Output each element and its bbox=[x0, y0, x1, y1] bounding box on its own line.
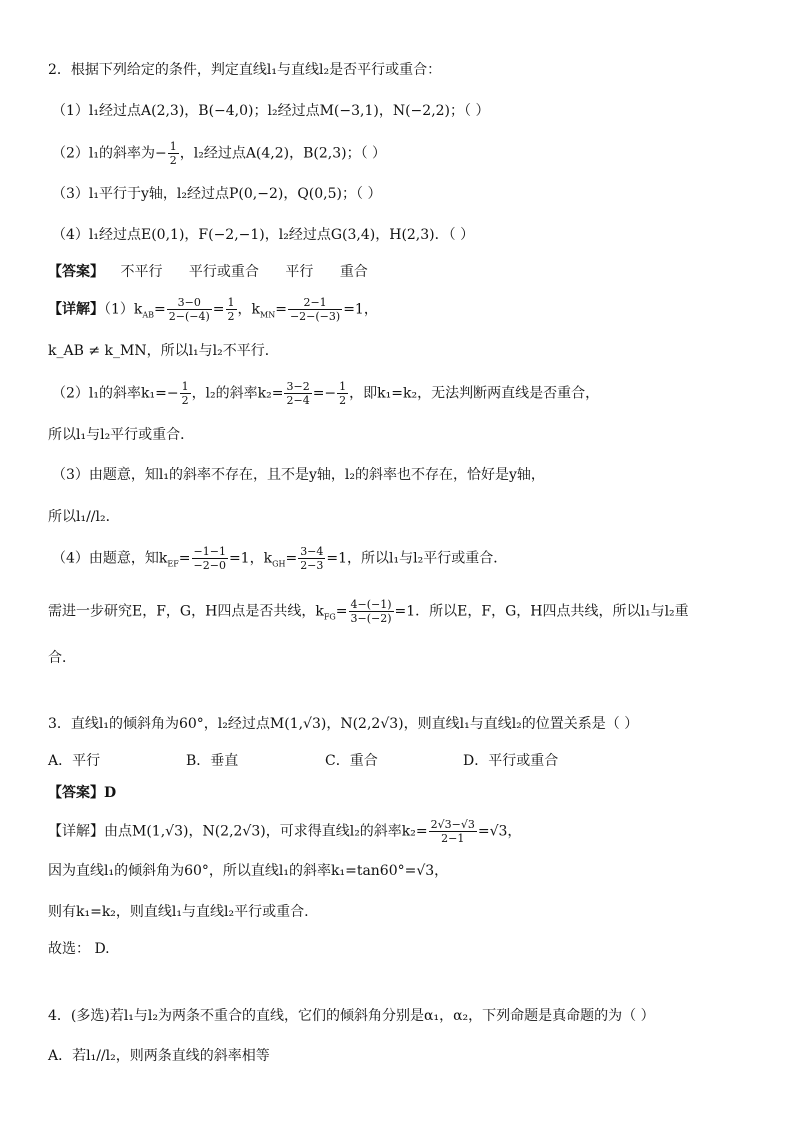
q2-detail-5 bbox=[48, 598, 689, 627]
q3-detail-fraction bbox=[429, 818, 477, 845]
frac-num: 1 bbox=[169, 140, 177, 153]
d5-sub: FG bbox=[323, 612, 336, 622]
q3-line2: 因为直线l₁的倾斜角为60°，所以直线l₁的斜率k₁=tan60°=√3， bbox=[48, 863, 449, 879]
d4-mid: =1，k bbox=[228, 550, 273, 567]
frac-den: 2−3 bbox=[300, 559, 324, 572]
frac-num: 1 bbox=[227, 296, 235, 309]
frac-den: −2−(−3) bbox=[289, 310, 341, 323]
q3-line3: 则有k₁=k₂，则直线l₁与直线l₂平行或重合. bbox=[48, 904, 309, 920]
frac-num: 1 bbox=[181, 380, 189, 393]
eq: = bbox=[178, 550, 191, 567]
frac-den: 2 bbox=[169, 154, 177, 167]
q3-option-c: C．重合 bbox=[325, 753, 378, 769]
frac-den: 2 bbox=[339, 394, 347, 407]
frac-num: 3−2 bbox=[286, 380, 310, 393]
frac-den: 3−(−2) bbox=[350, 612, 392, 625]
eq: = bbox=[154, 301, 166, 318]
frac-den: 2−(−4) bbox=[168, 310, 210, 323]
q2-item-1: （1）l₁经过点A(2,3)，B(−4,0)；l₂经过点M(−3,1)，N(−2,2)；（ ） bbox=[52, 103, 490, 119]
eq: = bbox=[335, 603, 348, 620]
frac-den: 2−4 bbox=[286, 394, 310, 407]
q2-item-2-pre: （2）l₁的斜率为− bbox=[52, 145, 167, 162]
d1-fraction-half bbox=[226, 296, 237, 323]
d1-sub1: AB bbox=[142, 310, 155, 320]
d4-fraction-1 bbox=[192, 545, 228, 572]
q2-detail-4 bbox=[52, 545, 507, 574]
d4-end: =1，所以l₁与l₂平行或重合． bbox=[326, 550, 508, 567]
frac-den: 2 bbox=[227, 310, 235, 323]
d5-fraction bbox=[349, 598, 394, 625]
d2-pre: （2）l₁的斜率k₁=− bbox=[52, 385, 179, 402]
d5-end: =1．所以E，F，G，H四点共线，所以l₁与l₂重 bbox=[394, 603, 689, 620]
d1-mid: = bbox=[212, 301, 225, 318]
frac-num: 2−1 bbox=[288, 296, 342, 310]
answer-2: 平行或重合 bbox=[188, 264, 259, 280]
d2-mid2: =− bbox=[312, 385, 337, 402]
q2-detail-2 bbox=[52, 380, 599, 407]
q2-detail-3: （3）由题意，知l₁的斜率不存在，且不是y轴，l₂的斜率也不存在，恰好是y轴， bbox=[52, 467, 545, 483]
d4-sub2: GH bbox=[272, 559, 286, 569]
eq: = bbox=[285, 550, 298, 567]
d4-fraction-2 bbox=[298, 545, 325, 572]
q2-item-2-post: ，l₂经过点A(4,2)，B(2,3)；（ ） bbox=[179, 145, 387, 162]
d2-end: ，即k₁=k₂，无法判断两直线是否重合， bbox=[349, 385, 600, 402]
q2-detail-3-line2: 所以l₁//l₂． bbox=[48, 509, 120, 525]
d1-sub2: MN bbox=[260, 310, 276, 320]
frac-num: −1−1 bbox=[193, 545, 226, 558]
d2-fraction-1 bbox=[180, 380, 191, 407]
d2-fraction-2 bbox=[284, 380, 311, 407]
d1-end: =1， bbox=[343, 301, 378, 318]
d1-fraction-2 bbox=[288, 296, 342, 323]
answer-3: 平行 bbox=[285, 264, 314, 280]
frac-den: 2−1 bbox=[441, 832, 465, 845]
answer-4: 重合 bbox=[339, 264, 368, 280]
d1-k2: ，k bbox=[237, 301, 261, 318]
d4-sub1: EF bbox=[167, 559, 179, 569]
d5-pre: 需进一步研究E，F，G，H四点是否共线，k bbox=[48, 603, 324, 620]
detail-label: 【详解】 bbox=[48, 301, 104, 318]
q3-option-a: A．平行 bbox=[48, 753, 101, 769]
answer-label: 【答案】 bbox=[48, 264, 104, 280]
q2-detail-1 bbox=[48, 296, 378, 325]
q2-item-2 bbox=[52, 140, 386, 167]
q2-detail-5-line2: 合． bbox=[48, 650, 76, 666]
q2-item-3: （3）l₁平行于y轴，l₂经过点P(0,−2)，Q(0,5)；（ ） bbox=[52, 186, 382, 202]
q3-option-d: D．平行或重合 bbox=[463, 753, 559, 769]
q4-option-a: A．若l₁//l₂，则两条直线的斜率相等 bbox=[48, 1048, 270, 1064]
q2-item-2-fraction bbox=[168, 140, 179, 167]
frac-num: 1 bbox=[339, 380, 347, 393]
d4-pre: （4）由题意，知k bbox=[52, 550, 168, 567]
q2-detail-1-line2: k_AB ≠ k_MN，所以l₁与l₂不平行． bbox=[48, 343, 279, 359]
d1-fraction-1 bbox=[167, 296, 212, 323]
q3-option-b: B．垂直 bbox=[186, 753, 239, 769]
d2-mid: ，l₂的斜率k₂= bbox=[191, 385, 284, 402]
q3-stem: 3．直线l₁的倾斜角为60°，l₂经过点M(1,√3)，N(2,2√3)，则直线l₁与直线l₂的位置关系是（ ） bbox=[48, 716, 639, 732]
q4-stem: 4．(多选)若l₁与l₂为两条不重合的直线，它们的倾斜角分别是α₁，α₂，下列命题是真命题的为（ ） bbox=[48, 1008, 655, 1024]
frac-num: 2√3−√3 bbox=[430, 818, 475, 831]
q2-answer-row bbox=[48, 262, 368, 282]
frac-den: 2 bbox=[181, 394, 189, 407]
q2-item-4: （4）l₁经过点E(0,1)，F(−2,−1)，l₂经过点G(3,4)，H(2,3)．（ ） bbox=[52, 227, 475, 243]
answer-1: 不平行 bbox=[120, 264, 163, 280]
frac-den: −2−0 bbox=[193, 559, 226, 572]
q3-detail-end: =√3， bbox=[477, 823, 522, 840]
d1-pre: （1）k bbox=[104, 301, 143, 318]
q2-stem: 2．根据下列给定的条件，判定直线l₁与直线l₂是否平行或重合： bbox=[48, 62, 442, 78]
d2-fraction-3 bbox=[337, 380, 348, 407]
q3-line4: 故选： D. bbox=[48, 941, 110, 957]
q3-detail bbox=[48, 818, 521, 845]
frac-num: 3−4 bbox=[300, 545, 324, 558]
frac-num: 4−(−1) bbox=[350, 598, 392, 611]
frac-num: 3−0 bbox=[167, 296, 212, 310]
q2-detail-2-line2: 所以l₁与l₂平行或重合． bbox=[48, 427, 195, 443]
eq: = bbox=[275, 301, 287, 318]
q3-detail-pre: 【详解】由点M(1,√3)，N(2,2√3)，可求得直线l₂的斜率k₂= bbox=[48, 823, 428, 840]
q3-answer: 【答案】D bbox=[48, 785, 117, 801]
